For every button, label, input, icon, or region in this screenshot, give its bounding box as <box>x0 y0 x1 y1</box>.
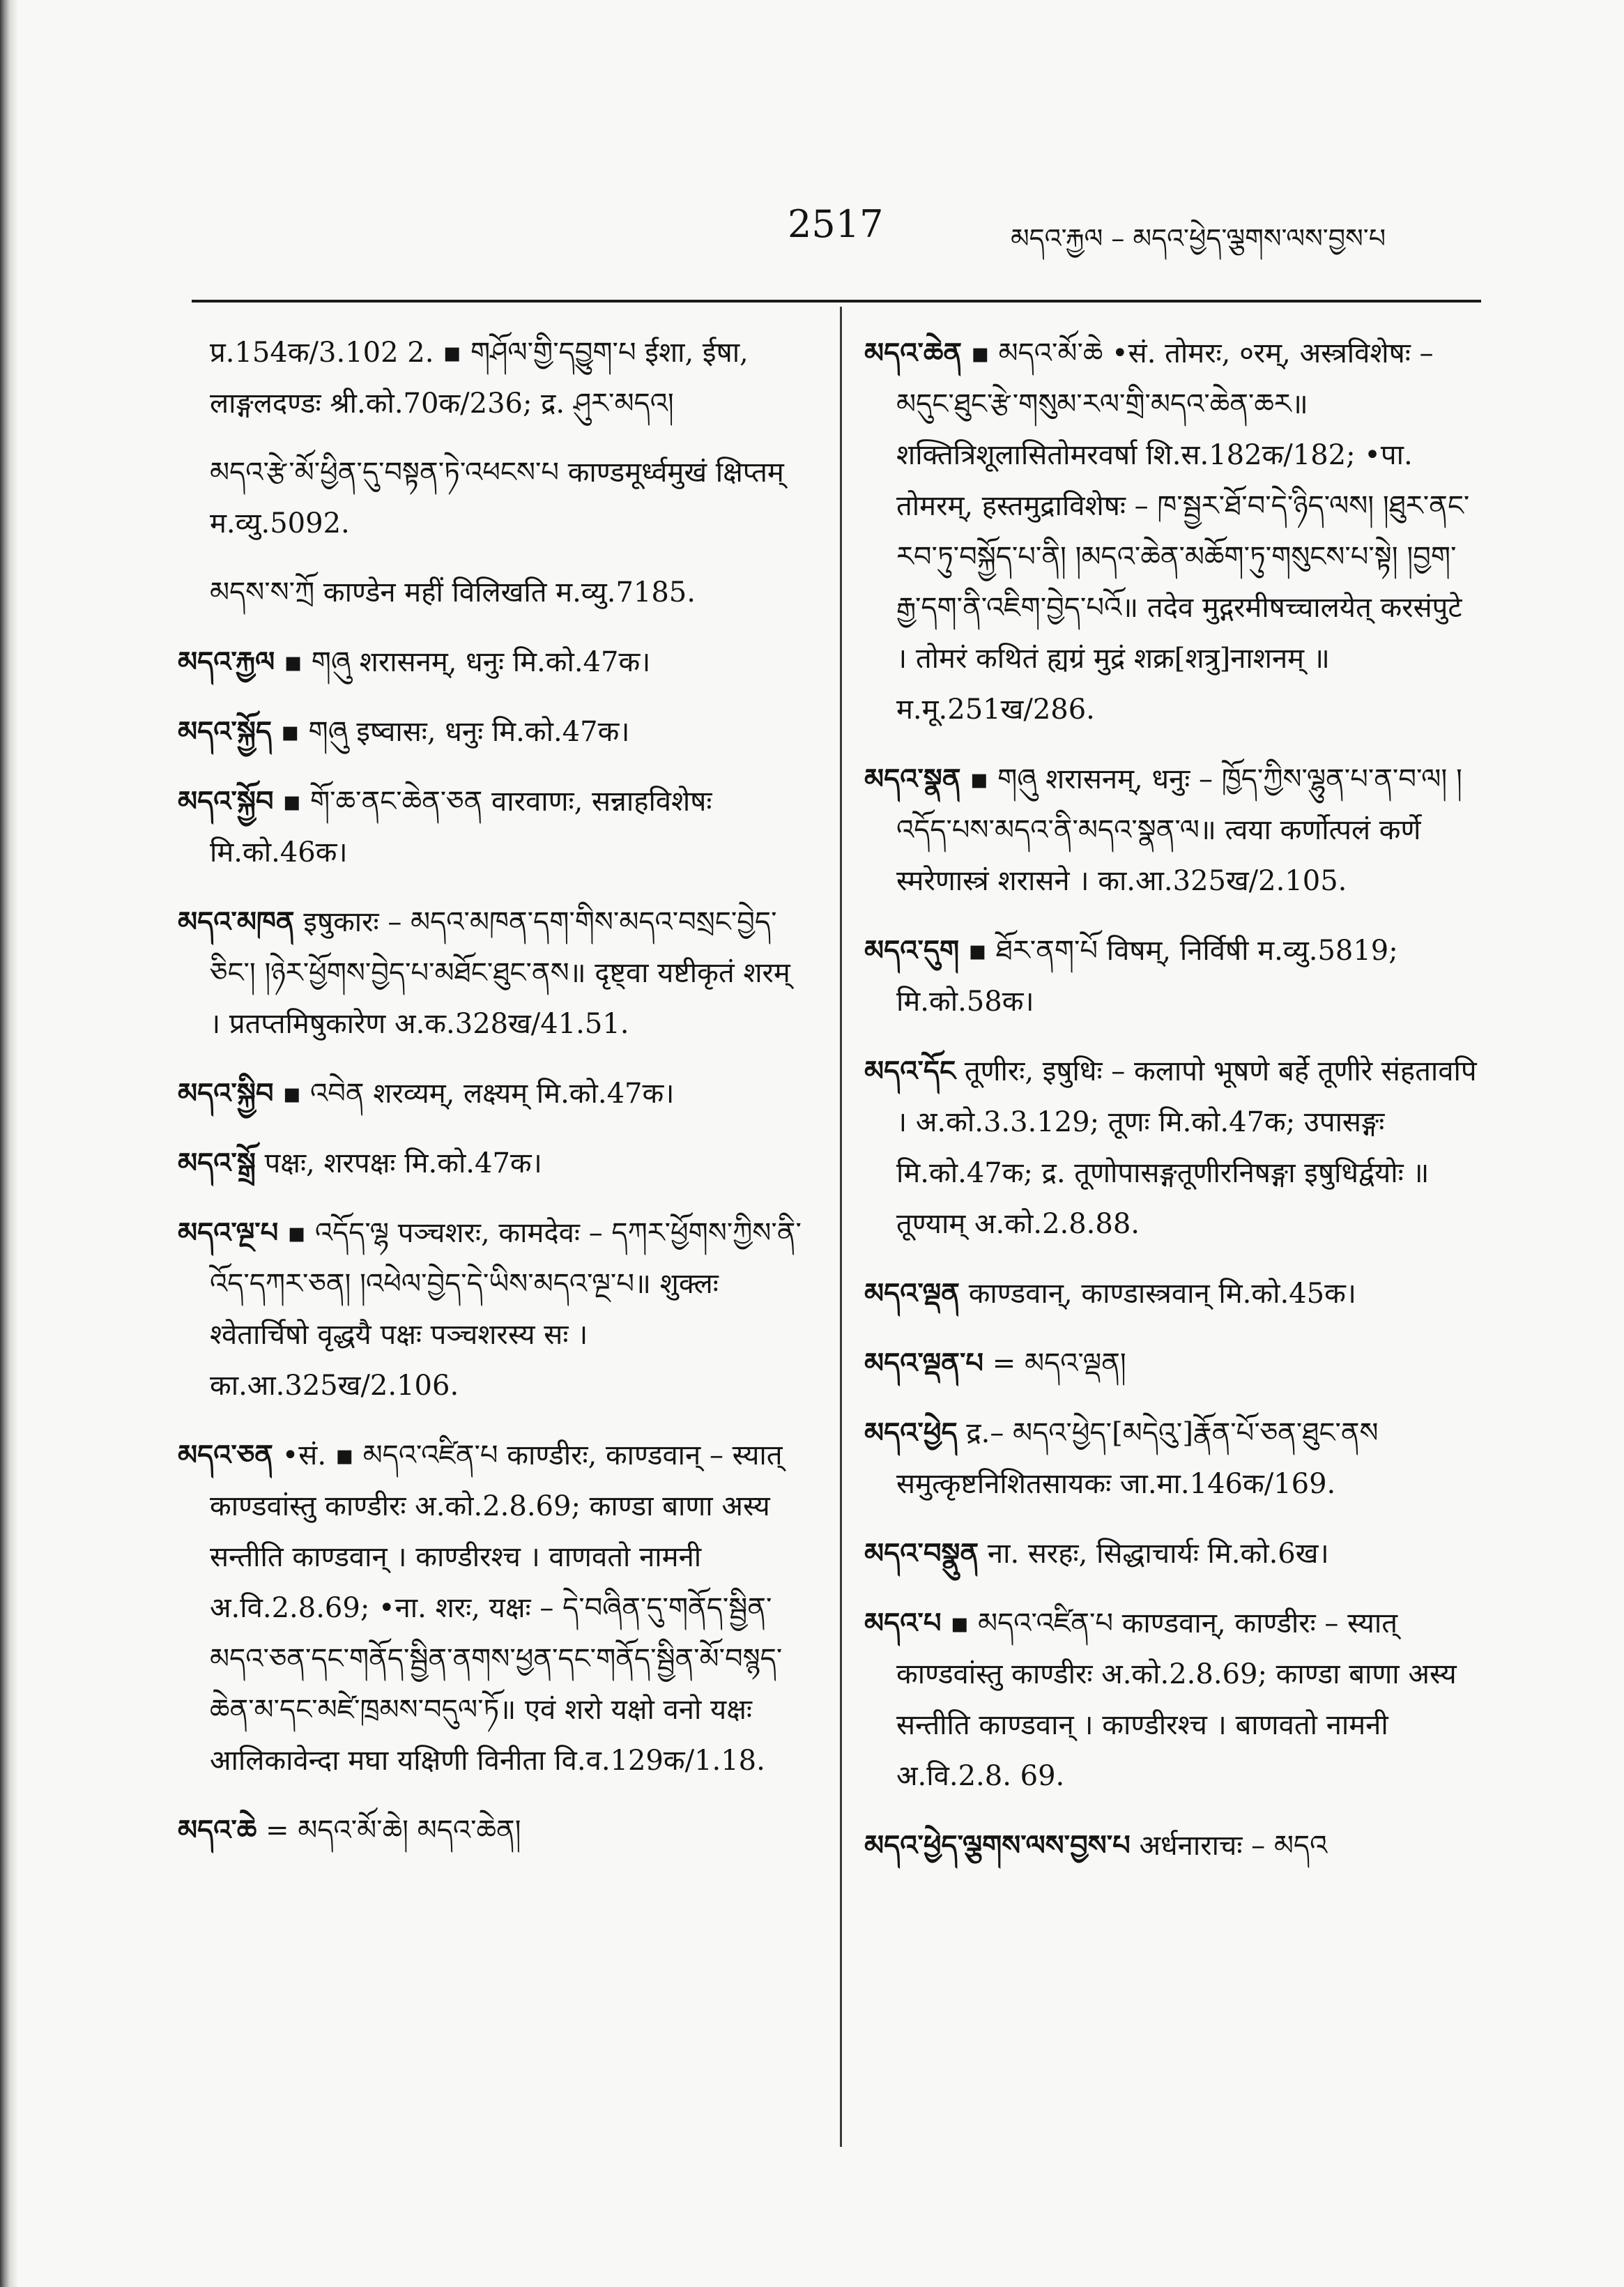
entry-text: ▪ འདོད་ལྷ पञ्चशरः, कामदेवः – དཀར་ཕྱོགས་ཀྱིས་ནི་འོད་དཀར་ཅན། །འཕེལ་བྱེད་དེ་ཡིས་མདའ་ལྔ་པ॥ शुक्लः श्वेतार्चिषो वृद्धयै पक्षः पञ्चशरस्य सः । का.आ.325ख/2.106. <box>210 1217 802 1402</box>
entry-text: ▪ ཐོར་ནག་པོ विषम्, निर्विषी म.व्यु.5819; मि.को.58क। <box>896 935 1398 1018</box>
header-rule <box>192 300 1481 303</box>
entry <box>864 1820 1478 1872</box>
headword: མདའ་ལྔ་པ <box>178 1216 279 1249</box>
page-number: 2517 <box>788 202 884 246</box>
entry <box>178 896 809 1050</box>
entry <box>178 706 809 758</box>
entry <box>178 567 809 618</box>
headword: མདའ་དུག <box>864 934 960 967</box>
headword: མདའ་བསྣུན <box>864 1537 979 1570</box>
entry-text: •सं. ▪ མདའ་འཛིན་པ काण्डीरः, काण्डवान् – स्यात् काण्डवांस्तु काण्डीरः अ.को.2.8.69; काण्डा बाणा अस्य सन्तीति काण्डवान् । काण्डीरश्च । वाणवतो नामनी अ.वि.2.8.69; •ना. शरः, यक्षः – དེ་བཞིན་དུ་གནོད་སྦྱིན་མདའ་ཅན་དང་གནོད་སྦྱིན་ནགས་ཕྱན་དང་གནོད་སྦྱིན་མོ་བསྙད་ཆེན་མ་དང་མཛེ་ཁྲམས་བདུལ་ཏོ॥ एवं शरो यक्षो वनो यक्षः आलिकावेन्दा मघा यक्षिणी विनीता वि.व.129क/1.18. <box>210 1439 783 1777</box>
headword: མདའ་རྐྱལ <box>178 645 275 678</box>
entry-text: तूणीरः, इषुधिः – कलापो भूषणे बर्हे तूणीरे संहतावपि । अ.को.3.3.129; तूणः मि.को.47क; उपासङ्गः मि.को.47क; द्र. तूणोपासङ्गतूणीरनिषङ्गा इषुधिर्द्वयोः ॥ तूण्याम् अ.को.2.8.88. <box>896 1055 1477 1240</box>
entry-text: = མདའ་ལྡན། <box>992 1347 1126 1379</box>
entry <box>864 1528 1478 1580</box>
headword: མདའ་སྒྲོ <box>178 1147 256 1179</box>
entry-text: ▪ གཞུ शरासनम्, धनुः – ཁྱོད་ཀྱིས་ལྷུན་པ་ན་བ་ལ། །འདོད་པས་མདའ་ནི་མདའ་སྣན་ལ॥ त्वया कर्णोत्पलं कर्णे स्मरेणास्त्रं शरासने । का.आ.325ख/2.105. <box>896 763 1462 897</box>
headword: མདའ་ཆེ <box>178 1814 257 1846</box>
entry <box>864 1268 1478 1320</box>
entry-text: ▪ མདའ་མོ་ཆེ •सं. तोमरः, ०रम्, अस्त्रविशेषः – མདུང་ཐུང་རྩེ་གསུམ་རལ་གྲི་མདའ་ཆེན་ཆར॥ शक्तित्रिशूलासितोमरवर्षा शि.स.182क/182; •पा. तोमरम्, हस्तमुद्राविशेषः – ཁ་སྦྱར་ཐོ་བ་དེ་ཉིད་ལས། །ཐུར་ནང་རབ་ཏུ་བསྐྱོད་པ་ནི། །མདའ་ཆེན་མཆོག་ཏུ་གསུངས་པ་སྟེ། །བྱག་རྒྱ་དག་ནི་འཇིག་བྱེད་པའོ॥ तदेव मुद्गरमीषच्चालयेत् करसंपुटे । तोमरं कथितं ह्यग्रं मुद्रं शक्र[शत्रु]नाशनम् ॥ म.मू.251ख/286. <box>896 337 1470 726</box>
entry-text: མདའ་རྩེ་མོ་ཕྱིན་དུ་བསྟན་ཏེ་འཕངས་པ काण्डमूर्ध्वमुखं क्षिप्तम् म.व्यु.5092. <box>210 457 784 540</box>
entry-text: काण्डवान्, काण्डास्त्रवान् मि.को.45क। <box>968 1278 1356 1310</box>
entry-text: ▪ གཞུ शरासनम्, धनुः मि.को.47क। <box>283 646 651 678</box>
headword: མདའ་དོང <box>864 1055 956 1087</box>
headword: མདའ་མཁན <box>178 905 295 938</box>
entry <box>178 1138 809 1189</box>
entry <box>864 1338 1478 1389</box>
headword: མདའ་སྐྱོབ <box>178 785 274 818</box>
entry <box>864 1046 1478 1250</box>
left-column <box>178 328 809 1874</box>
headword: མདའ་ཅན <box>178 1439 273 1471</box>
entry <box>864 754 1478 907</box>
entry-text: ▪ གཞུ इष्वासः, धनुः मि.को.47क। <box>280 716 630 748</box>
headword: མདའ་སྣན <box>864 763 961 795</box>
headword: མདའ་ཕྱེད་ལྕགས་ལས་བྱས་པ <box>864 1829 1131 1862</box>
entry <box>864 1407 1478 1510</box>
entry <box>178 776 809 878</box>
entry-text: अर्धनाराचः – མདའ <box>1139 1830 1328 1862</box>
entry-text: पक्षः, शरपक्षः मि.को.47क। <box>264 1147 542 1179</box>
entry <box>178 636 809 688</box>
entry <box>864 1598 1478 1802</box>
entry-text: = མདའ་མོ་ཆེ། མདའ་ཆེན། <box>266 1814 521 1846</box>
headword: མདའ་ཆེན <box>864 337 962 369</box>
column-divider <box>840 307 842 2147</box>
entry-text: མདས་ས་ཀྲོ काण्डेन महीं विलिखति म.व्यु.7185. <box>210 576 696 609</box>
right-column <box>864 328 1478 1890</box>
entry <box>864 925 1478 1027</box>
entry-text: ▪ གོ་ཆ་ནང་ཆེན་ཅན वारवाणः, सन्नाहविशेषः मि.को.46क। <box>210 786 712 869</box>
entry <box>178 1805 809 1856</box>
entry-text: द्र.– མདའ་ཕྱེད་[མདེའུ་]རྣོན་པོ་ཅན་ཐུང་ནས समुत्कृष्टनिशितसायकः जा.मा.146क/169. <box>896 1417 1379 1500</box>
headword: མདའ་པ <box>864 1607 942 1639</box>
running-head: མདའ་རྐྱལ – མདའ་ཕྱེད་ལྕགས་ལས་བྱས་པ <box>1011 223 1386 254</box>
headword: མདའ་སྐྱོད <box>178 715 272 748</box>
entry <box>178 1430 809 1787</box>
entry-text: प्र.154क/3.102 2. ▪ གཤོལ་གྱི་དབྱུག་པ ईशा, ईषा, लाङ्गलदण्डः श्री.को.70क/236; द्र. ཤུར་མདའ། <box>210 337 749 420</box>
headword: མདའ་སྐྱིབ <box>178 1077 274 1110</box>
entry <box>178 328 809 429</box>
entry <box>178 1068 809 1119</box>
entry-text: इषुकारः – མདའ་མཁན་དག་གིས་མདའ་བསྲང་བྱེད་ཅིང་། །ཉེར་ཕྱོགས་བྱེད་པ་མཐོང་ཐུང་ནས॥ दृष्ट्वा यष्टीकृतं शरम् । प्रतप्तमिषुकारेण अ.क.328ख/41.51. <box>210 906 790 1040</box>
entry <box>178 1207 809 1412</box>
entry-text: ना. सरहः, सिद्धाचार्यः मि.को.6ख। <box>987 1538 1329 1570</box>
scan-edge <box>0 0 18 2287</box>
headword: མདའ་ཕྱེད <box>864 1416 958 1449</box>
headword: མདའ་ལྡན་པ <box>864 1347 983 1379</box>
entry <box>178 448 809 549</box>
entry <box>864 328 1478 735</box>
entry-text: ▪ འབེན शरव्यम्, लक्ष्यम् मि.को.47क। <box>282 1078 675 1110</box>
headword: མདའ་ལྡན <box>864 1277 960 1310</box>
entry-text: ▪ མདའ་འཛིན་པ काण्डवान्, काण्डीरः – स्यात् काण्डवांस्तु काण्डीरः अ.को.2.8.69; काण्डा बाणा अस्य सन्तीति काण्डवान् । काण्डीरश्च । बाणवतो नामनी अ.वि.2.8. 69. <box>896 1607 1457 1792</box>
